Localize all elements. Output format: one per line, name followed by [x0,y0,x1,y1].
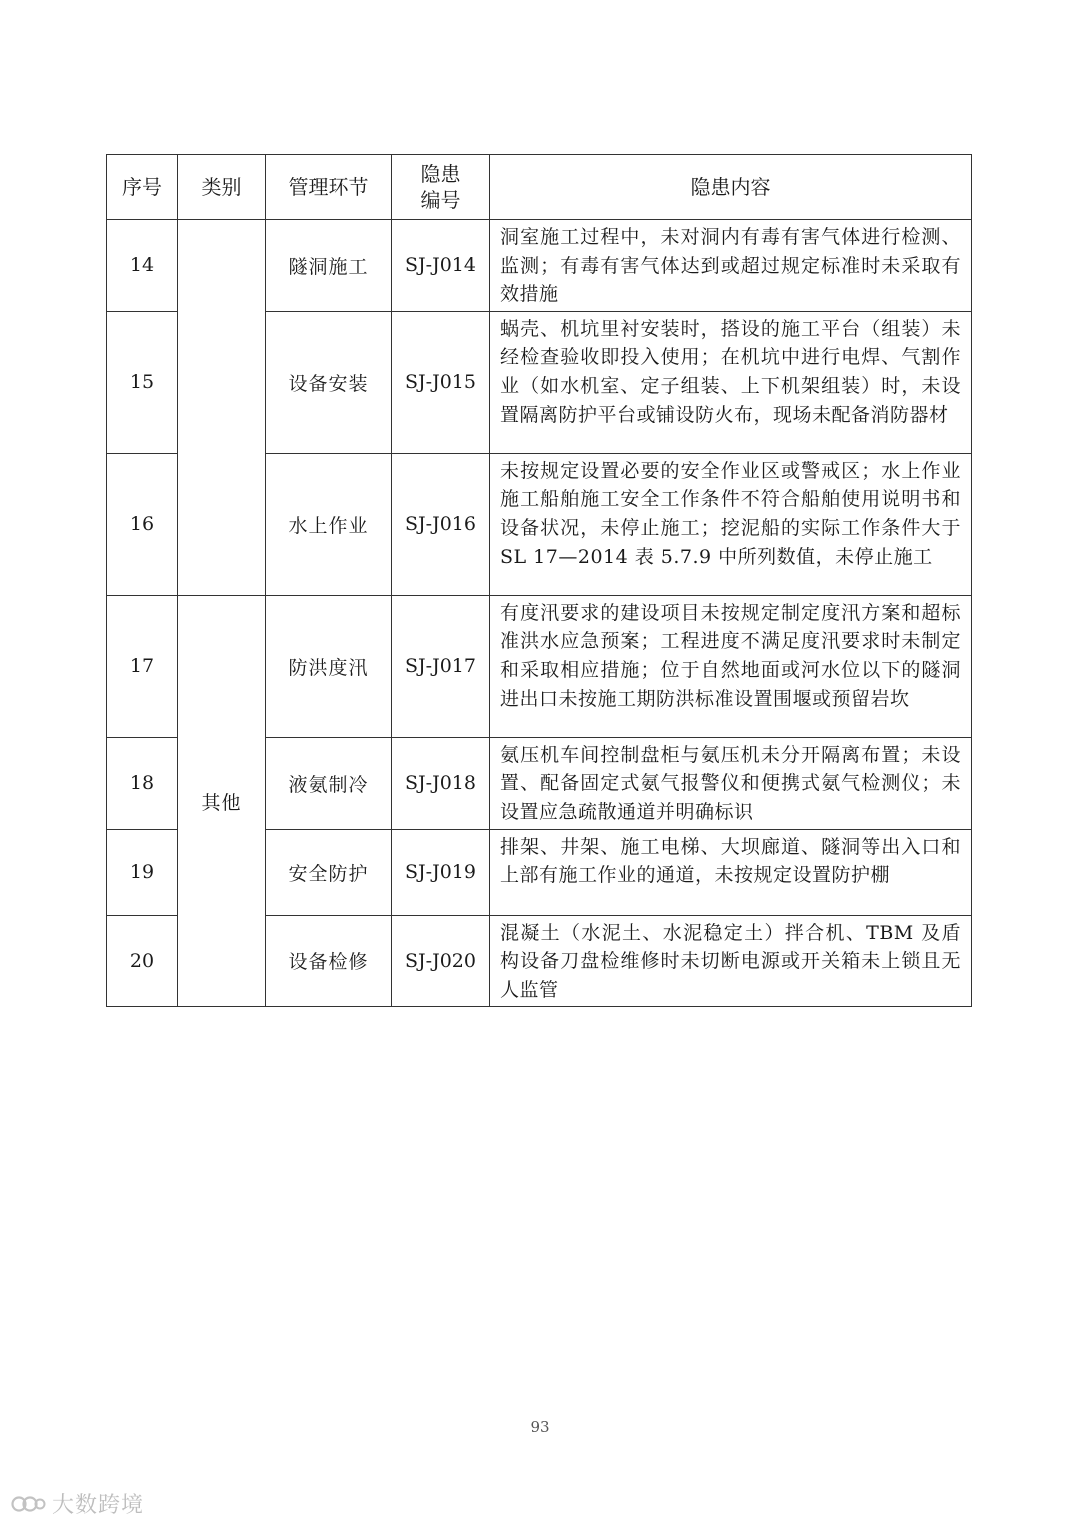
row-stage: 安全防护 [266,829,392,915]
row-no: 16 [107,453,178,595]
row-code: SJ-J018 [392,737,490,829]
row-no: 15 [107,311,178,453]
row-category [178,220,266,596]
row-no: 18 [107,737,178,829]
watermark-text: 大数跨境 [52,1493,145,1518]
row-no: 20 [107,915,178,1007]
row-code: SJ-J016 [392,453,490,595]
row-content: 有度汛要求的建设项目未按规定制定度汛方案和超标准洪水应急预案；工程进度不满足度汛要求时未制定和采取相应措施；位于自然地面或河水位以下的隧洞进出口未按施工期防洪标准设置围堰或预留岩坎 [490,595,972,737]
header-category: 类别 [178,155,266,220]
row-category: 其他 [178,595,266,1007]
header-content: 隐患内容 [490,155,972,220]
header-code-line1: 隐患 [420,162,461,186]
watermark [10,1488,144,1519]
header-no: 序号 [107,155,178,220]
row-stage: 设备检修 [266,915,392,1007]
row-code: SJ-J020 [392,915,490,1007]
row-code: SJ-J015 [392,311,490,453]
row-stage: 防洪度汛 [266,595,392,737]
row-stage: 设备安装 [266,311,392,453]
row-content: 氨压机车间控制盘柜与氨压机未分开隔离布置；未设置、配备固定式氨气报警仪和便携式氨气检测仪；未设置应急疏散通道并明确标识 [490,737,972,829]
row-content: 排架、井架、施工电梯、大坝廊道、隧洞等出入口和上部有施工作业的通道，未按规定设置防护棚 [490,829,972,915]
row-no: 19 [107,829,178,915]
row-code: SJ-J014 [392,220,490,312]
row-code: SJ-J017 [392,595,490,737]
row-stage: 隧洞施工 [266,220,392,312]
hazard-table [106,154,972,1007]
row-no: 14 [107,220,178,312]
table-row [107,595,972,737]
header-stage: 管理环节 [266,155,392,220]
header-code [392,155,490,220]
row-code: SJ-J019 [392,829,490,915]
row-content: 混凝土（水泥土、水泥稳定土）拌合机、TBM 及盾构设备刀盘检维修时未切断电源或开关箱未上锁且无人监管 [490,915,972,1007]
brand-logo-icon [10,1492,46,1516]
row-stage: 液氨制冷 [266,737,392,829]
table-header-row [107,155,972,220]
row-no: 17 [107,595,178,737]
page-number: 93 [530,1418,550,1436]
row-content: 洞室施工过程中，未对洞内有毒有害气体进行检测、监测；有毒有害气体达到或超过规定标准时未采取有效措施 [490,220,972,312]
header-code-line2: 编号 [420,188,461,212]
row-content: 未按规定设置必要的安全作业区或警戒区；水上作业施工船舶施工安全工作条件不符合船舶使用说明书和设备状况，未停止施工；挖泥船的实际工作条件大于 SL 17—2014 表 5.7.9 中所列数值，未停止施工 [490,453,972,595]
row-stage: 水上作业 [266,453,392,595]
table-row [107,220,972,312]
row-content: 蜗壳、机坑里衬安装时，搭设的施工平台（组装）未经检查验收即投入使用；在机坑中进行电焊、气割作业（如水机室、定子组装、上下机架组装）时，未设置隔离防护平台或铺设防火布，现场未配备消防器材 [490,311,972,453]
